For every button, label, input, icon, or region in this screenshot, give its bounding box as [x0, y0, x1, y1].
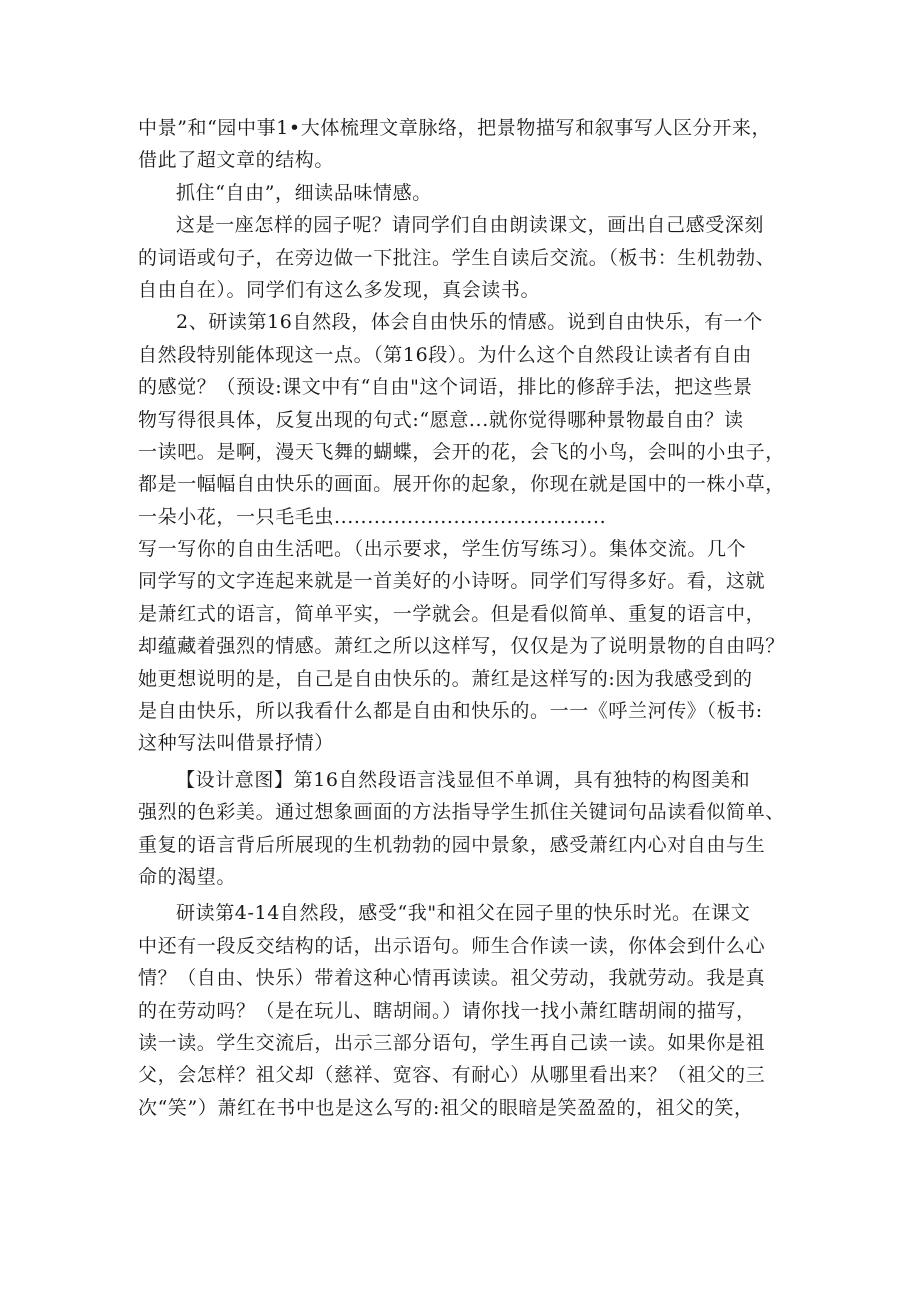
- text-line: 中还有一段反交结构的话，出示语句。师生合作读一读，你体会到什么心: [138, 934, 766, 957]
- text-line: 是自由快乐，所以我看什么都是自由和快乐的。一一《呼兰河传》（板书:: [138, 700, 763, 723]
- text-line: 读一读。学生交流后，出示三部分语句，学生再自己读一读。如果你是祖: [138, 1031, 766, 1054]
- text-line: 借此了超文章的结构。: [138, 149, 335, 172]
- text-line: 的感觉？（预设:课文中有“自由"这个词语，排比的修辞手法，把这些景: [138, 376, 753, 399]
- text-line: 一读吧。是啊，漫天飞舞的蝴蝶，会开的花，会飞的小鸟，会叫的小虫子，: [138, 440, 785, 463]
- text-line: 这种写法叫借景抒情）: [138, 732, 335, 755]
- text-line: 写一写你的自由生活吧。（出示要求，学生仿写练习）。集体交流。几个: [138, 538, 747, 561]
- text-line: 命的渴望。: [138, 865, 237, 888]
- text-line: 中景”和“园中事1•大体梳理文章脉络，把景物描写和叙事写人区分开来，: [138, 117, 772, 139]
- text-line: 父，会怎样？祖父却（慈祥、宽容、有耐心）从哪里看出来？（祖父的三: [138, 1064, 766, 1087]
- text-line: 她更想说明的是，自己是自由快乐的。萧红是这样写的:因为我感受到的: [138, 667, 753, 690]
- text-line: 研读第4-14自然段，感受“我"和祖父在园子里的快乐时光。在课文: [176, 902, 751, 925]
- text-line: 都是一幅幅自由快乐的画面。展开你的起象，你现在就是国中的一株小草，: [138, 473, 785, 496]
- text-line: 自然段特别能体现这一点。（第16段）。为什么这个自然段让读者有自由: [138, 343, 752, 366]
- text-line: 2、研读第16自然段，体会自由快乐的情感。说到自由快乐，有一个: [176, 311, 763, 334]
- text-line: 自由自在）。同学们有这么多发现，真会读书。: [138, 278, 541, 301]
- text-line: 是萧红式的语言，简单平实，一学就会。但是看似简单、重复的语言中，: [138, 602, 766, 625]
- text-line: 同学写的文字连起来就是一首美好的小诗呀。同学们写得多好。看，这就: [138, 570, 766, 593]
- document-page: [138, 112, 798, 1124]
- text-line: 的词语或句子，在旁边做一下批注。学生自读后交流。（板书：生机勃勃、: [138, 246, 776, 269]
- text-line: 情？（自由、快乐）带着这种心情再读读。祖父劳动，我就劳动。我是真: [138, 967, 766, 990]
- text-line: 抓住“自由”，细读品味情感。: [176, 181, 432, 204]
- text-line: 的在劳动吗？（是在玩儿、瞎胡闹。）请你找一找小萧红瞎胡闹的描写，: [138, 999, 756, 1022]
- text-line: 重复的语言背后所展现的生机勃勃的园中景象，感受萧红内心对自由与生: [138, 833, 766, 856]
- text-line: 强烈的色彩美。通过想象画面的方法指导学生抓住关键词句品读看似简单、: [138, 801, 785, 824]
- text-line: 【设计意图】第16自然段语言浅显但不单调，具有独特的构图美和: [176, 768, 751, 791]
- text-line: 一朵小花，一只毛毛虫.........................................: [138, 505, 607, 528]
- text-line: 却蕴藏着强烈的情感。萧红之所以这样写，仅仅是为了说明景物的自由吗？: [138, 635, 785, 658]
- text-line: 这是一座怎样的园子呢？请同学们自由朗读课文，画出自己感受深刻: [176, 214, 765, 237]
- text-line: 物写得很具体，反复出现的句式:“愿意...就你觉得哪种景物最自由？读: [138, 408, 744, 431]
- text-line: 次“笑”）萧红在书中也是这么写的:祖父的眼暗是笑盈盈的，祖父的笑，: [138, 1096, 754, 1119]
